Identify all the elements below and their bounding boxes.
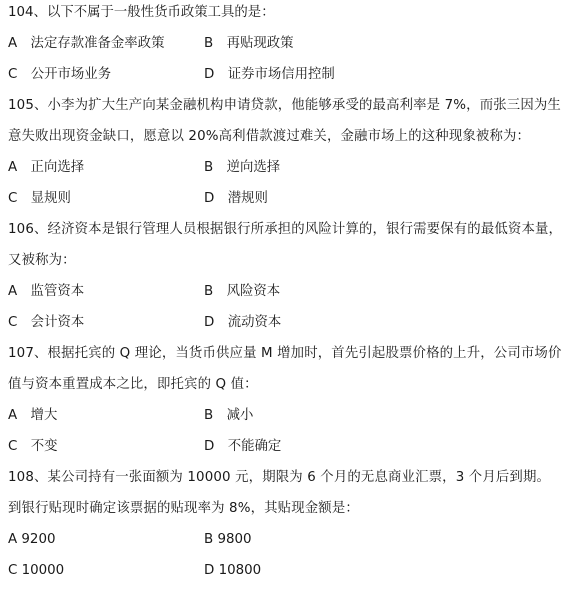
option-b[interactable]: B 风险资本: [204, 284, 281, 299]
question-text: 107、根据托宾的 Q 理论，当货币供应量 M 增加时，首先引起股票价格的上升，公司市场价值与资本重置成本之比，即托宾的 Q 值：: [8, 346, 562, 392]
question-108: [8, 462, 563, 586]
option-b[interactable]: B 减小: [204, 408, 254, 423]
option-a[interactable]: A 9200: [8, 532, 56, 547]
option-c[interactable]: C 显规则: [8, 191, 71, 206]
option-b[interactable]: B 再贴现政策: [204, 36, 294, 51]
option-d[interactable]: D 10800: [204, 563, 262, 578]
question-text: 104、以下不属于一般性货币政策工具的是：: [8, 5, 275, 20]
option-d[interactable]: D 流动资本: [204, 315, 282, 330]
option-c[interactable]: C 10000: [8, 563, 65, 578]
option-list: [8, 28, 563, 90]
question-104: [8, 2, 563, 90]
option-d[interactable]: D 潜规则: [204, 191, 268, 206]
option-a[interactable]: A 监管资本: [8, 284, 85, 299]
option-c[interactable]: C 会计资本: [8, 315, 85, 330]
question-106: [8, 214, 563, 338]
option-d[interactable]: D 不能确定: [204, 439, 282, 454]
question-105: [8, 90, 563, 214]
option-b[interactable]: B 9800: [204, 532, 252, 547]
option-b[interactable]: B 逆向选择: [204, 160, 281, 175]
question-text: 106、经济资本是银行管理人员根据银行所承担的风险计算的，银行需要保有的最低资本量，又被称为：: [8, 222, 563, 268]
option-c[interactable]: C 不变: [8, 439, 58, 454]
option-list: [8, 400, 563, 462]
option-a[interactable]: A 正向选择: [8, 160, 85, 175]
question-text: 105、小李为扩大生产向某金融机构申请贷款，他能够承受的最高利率是 7%，而张三因为生意失败出现资金缺口，愿意以 20%高利借款渡过难关，金融市场上的这种现象被称为：: [8, 98, 561, 144]
question-text: 108、某公司持有一张面额为 10000 元，期限为 6 个月的无息商业汇票，3 个月后到期。到银行贴现时确定该票据的贴现率为 8%，其贴现金额是：: [8, 470, 551, 516]
question-107: [8, 338, 563, 462]
option-c[interactable]: C 公开市场业务: [8, 67, 112, 82]
option-list: [8, 152, 563, 214]
option-list: [8, 524, 563, 586]
option-list: [8, 276, 563, 338]
option-d[interactable]: D 证券市场信用控制: [204, 67, 335, 82]
option-a[interactable]: A 增大: [8, 408, 58, 423]
option-a[interactable]: A 法定存款准备金率政策: [8, 36, 165, 51]
